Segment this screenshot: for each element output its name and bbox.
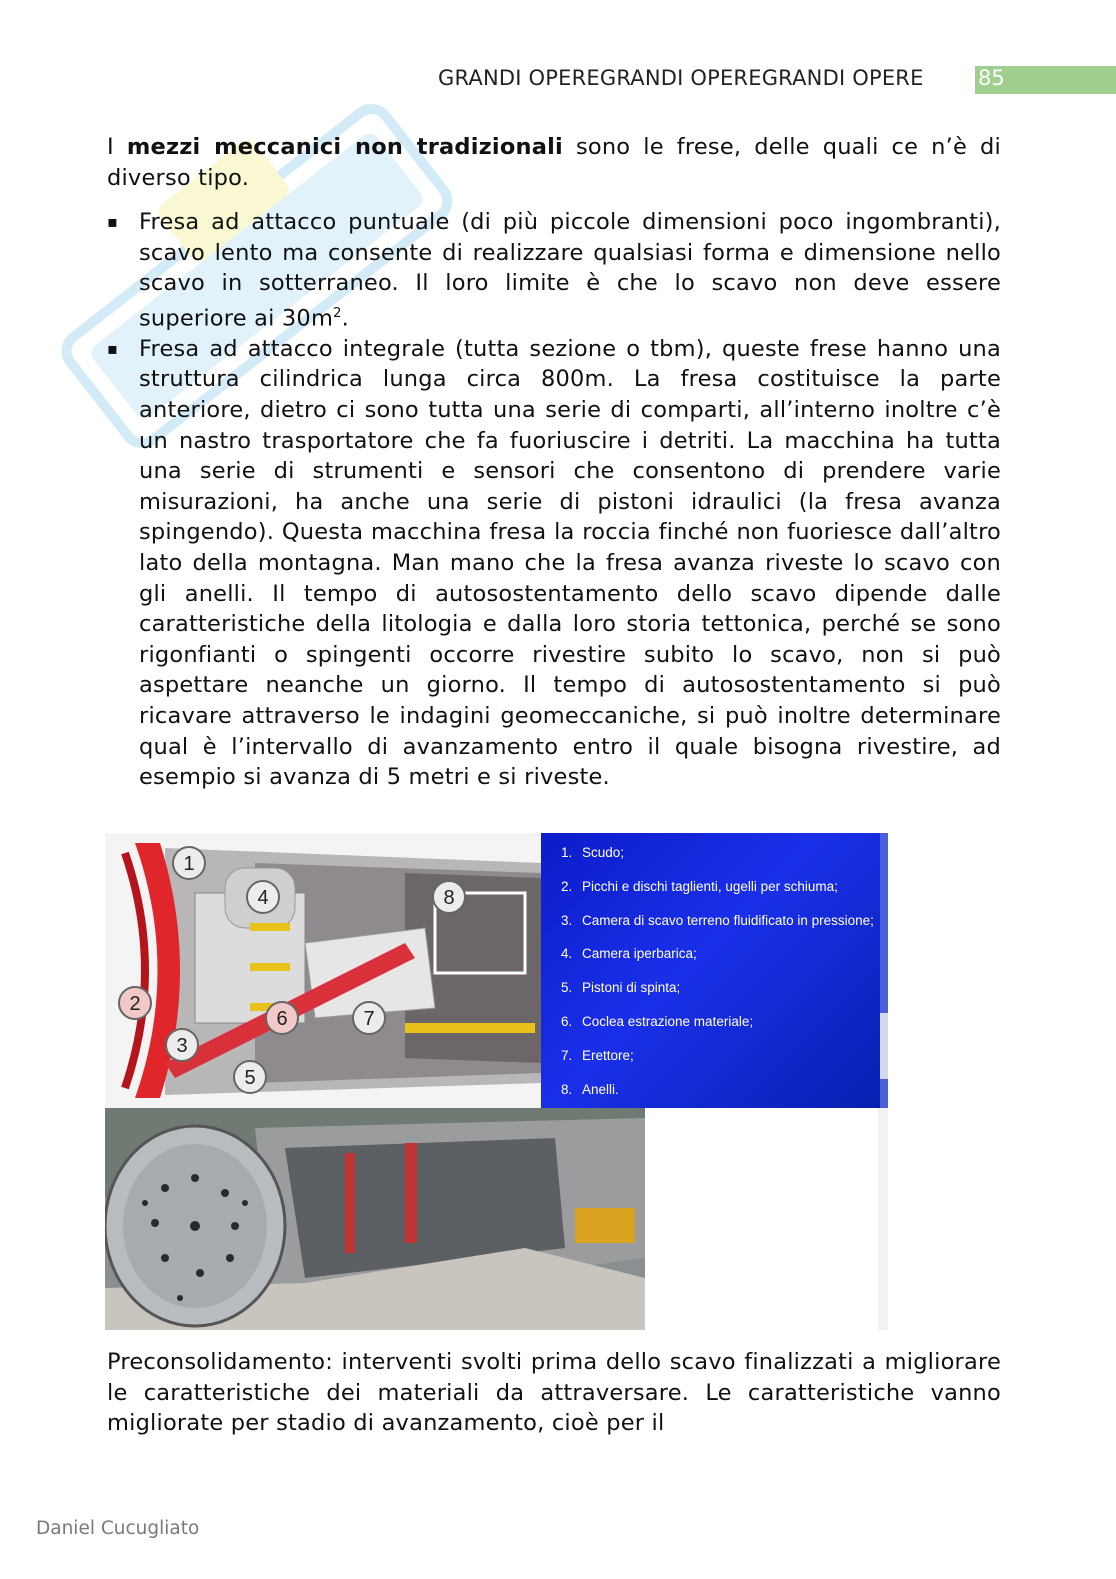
bullet-list — [107, 207, 1001, 793]
bullet-text: Fresa ad attacco integrale (tutta sezione o tbm), queste frese hanno una struttura cilindrica lunga circa 800m. La fresa costituisce la parte anteriore, dietro ci sono tutta una serie di comparti, all’interno inoltre c’è un nastro trasportatore che fa fuoriuscire i detriti. La macchina ha tutta una serie di strumenti e sensori che consentono di prendere varie misurazioni, ha anche una serie di pistoni idraulici (la fresa avanza spingendo). Questa macchina fresa la roccia finché non fuoriesce dall’altro lato della montagna. Man mano che la fresa avanza riveste lo scavo con gli anelli. Il tempo di autosostentamento dello scavo dipende dalle caratteristiche della litologia e dalla loro storia tettonica, perché se sono rigonfianti o spingenti occorre rivestire subito lo scavo, non si può aspettare neanche un giorno. Il tempo di autosostentamento si può ricavare attraverso le indagini geomeccaniche, si può inoltre determinare qual è l’intervallo di avanzamento entro il quale bisogna rivestire, ad esempio si avanza di 5 metri e si riveste. — [139, 335, 1001, 791]
legend-label: Erettore; — [582, 1047, 634, 1063]
bullet-square-icon: ▪ — [107, 338, 119, 358]
legend-label: Scudo; — [582, 845, 625, 860]
legend-item — [561, 976, 888, 1010]
intro-paragraph — [107, 132, 1001, 193]
legend-item — [561, 1078, 888, 1108]
preconsolidamento-paragraph: Preconsolidamento: interventi svolti prima dello scavo finalizzati a migliorare le caratteristiche dei materiali da attraversare. Le caratteristiche vanno migliorate per stadio di avanzamento, cioè per il — [107, 1349, 1001, 1437]
tbm-photo — [105, 1108, 645, 1330]
legend-item — [561, 1010, 888, 1044]
bullet-superscript: 2 — [333, 305, 342, 321]
intro-prefix: I — [107, 134, 127, 160]
marker-1-label: 1 — [183, 853, 195, 875]
legend-scrollbar-thumb — [880, 1013, 888, 1079]
legend-label: Coclea estrazione materiale; — [582, 1013, 754, 1029]
bullet-end: . — [341, 305, 349, 332]
legend-panel — [541, 833, 888, 1108]
intro-suffix: sono le frese, delle quali ce n’è di diverso tipo. — [107, 134, 1001, 191]
tbm-cutaway-image — [105, 833, 541, 1108]
footer-author: Daniel Cucugliato — [36, 1518, 200, 1539]
legend-list — [541, 833, 888, 1108]
bullet-square-icon: ▪ — [107, 212, 119, 231]
legend-label: Pistoni di spinta; — [582, 980, 681, 996]
bullet-item — [107, 207, 1001, 334]
legend-number: 4. — [561, 946, 573, 962]
marker-6-label: 6 — [276, 1008, 288, 1030]
legend-number: 3. — [561, 912, 573, 928]
legend-item — [561, 942, 888, 976]
page-number: 85 — [978, 66, 1005, 90]
legend-item — [561, 1044, 888, 1078]
legend-label: Anelli. — [582, 1081, 619, 1097]
legend-label: Camera iperbarica; — [582, 946, 697, 962]
marker-5-label: 5 — [244, 1067, 256, 1089]
marker-3-label: 3 — [176, 1035, 188, 1057]
legend-number: 5. — [561, 980, 573, 996]
legend-number: 7. — [561, 1047, 573, 1063]
marker-8-label: 8 — [443, 887, 455, 909]
bullet-item — [107, 334, 1001, 793]
legend-item — [561, 909, 888, 943]
legend-number: 1. — [561, 845, 573, 860]
marker-2-label: 2 — [129, 993, 141, 1015]
legend-item — [561, 875, 888, 909]
intro-bold: mezzi meccanici non tradizionali — [126, 134, 563, 160]
legend-number: 6. — [561, 1013, 573, 1029]
bullet-text: Fresa ad attacco puntuale (di più piccole dimensioni poco ingombranti), scavo lento ma consente di realizzare qualsiasi forma e dimensione nello scavo in sotterraneo. Il loro limite è che lo scavo non deve essere superiore ai 30m — [139, 209, 1001, 332]
figure-side-strip — [878, 1108, 888, 1330]
legend-scrollbar — [880, 833, 888, 1108]
running-header: GRANDI OPEREGRANDI OPEREGRANDI OPERE — [438, 66, 924, 90]
legend-label: Camera di scavo terreno fluidificato in pressione; — [582, 912, 874, 928]
marker-4-label: 4 — [257, 887, 269, 909]
tbm-figure — [105, 833, 888, 1108]
legend-item — [561, 841, 888, 875]
legend-number: 2. — [561, 878, 573, 894]
marker-7-label: 7 — [363, 1008, 375, 1030]
legend-number: 8. — [561, 1081, 573, 1097]
legend-label: Picchi e dischi taglienti, ugelli per schiuma; — [582, 878, 838, 894]
